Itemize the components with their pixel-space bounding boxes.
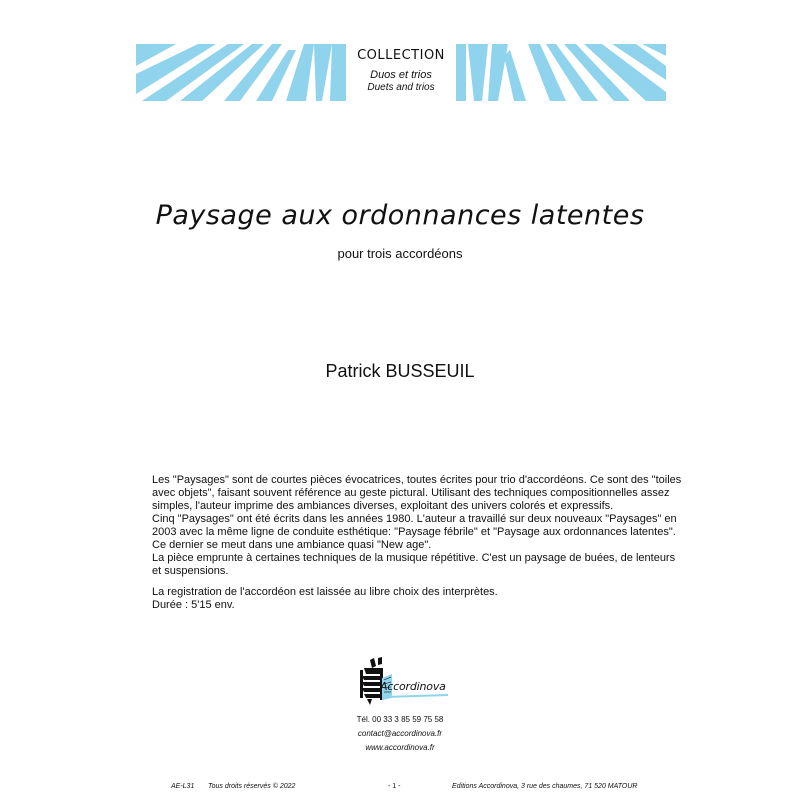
publisher-logo [358, 656, 448, 706]
description-paragraph: Les "Paysages" sont de courtes pièces évocatrices, toutes écrites pour trio d'accordéons. Ce sont des "toiles avec objets", faisant souvent référence au geste pictural. Utilisant des techniques compositionnelles assez simples, l'auteur imprime des ambiances diverses, exploitant des univers colorés et expressifs. [152, 474, 682, 512]
registration-note: La registration de l'accordéon est laissée au libre choix des interprètes. [152, 586, 498, 598]
contact-block [0, 713, 800, 755]
page-number: - 1 - [388, 783, 401, 790]
phone-number: Tél. 00 33 3 85 59 75 58 [356, 715, 444, 724]
series-name-english: Duets and trios [367, 82, 435, 93]
catalog-reference: AE-L31 [171, 783, 195, 790]
banner-text-block [346, 44, 456, 101]
instrumentation: pour trois accordéons [337, 246, 463, 261]
composer-name: Patrick BUSSEUIL [325, 361, 475, 381]
copyright-notice: Tous droits réservés © 2022 [208, 783, 296, 790]
logo-wordmark: Accordinova [380, 680, 446, 693]
email-link[interactable]: contact@accordinova.fr [357, 729, 443, 738]
duration-note: Durée : 5'15 env. [152, 599, 235, 611]
series-name-french: Duos et trios [370, 69, 432, 81]
description-block [152, 474, 682, 612]
collection-label: COLLECTION [357, 48, 445, 63]
description-paragraph: La pièce emprunte à certaines techniques de la musique répétitive. C'est un paysage de buées, de lenteurs et suspensions. [152, 552, 676, 577]
publisher-address: Editions Accordinova, 3 rue des chaumes, 71 520 MATOUR [452, 783, 638, 790]
piece-title: Paysage aux ordonnances latentes [155, 200, 645, 231]
description-paragraph: Cinq "Paysages" ont été écrits dans les années 1980. L'auteur a travaillé sur deux nouveaux "Paysages" en 2003 avec la même ligne de conduite esthétique: "Paysage fébrile" et "Paysage aux ordonnances latentes". Ce dernier se meut dans une ambiance quasi "New age". [152, 513, 677, 551]
website-link[interactable]: www.accordinova.fr [365, 743, 435, 752]
collection-banner [136, 44, 666, 101]
